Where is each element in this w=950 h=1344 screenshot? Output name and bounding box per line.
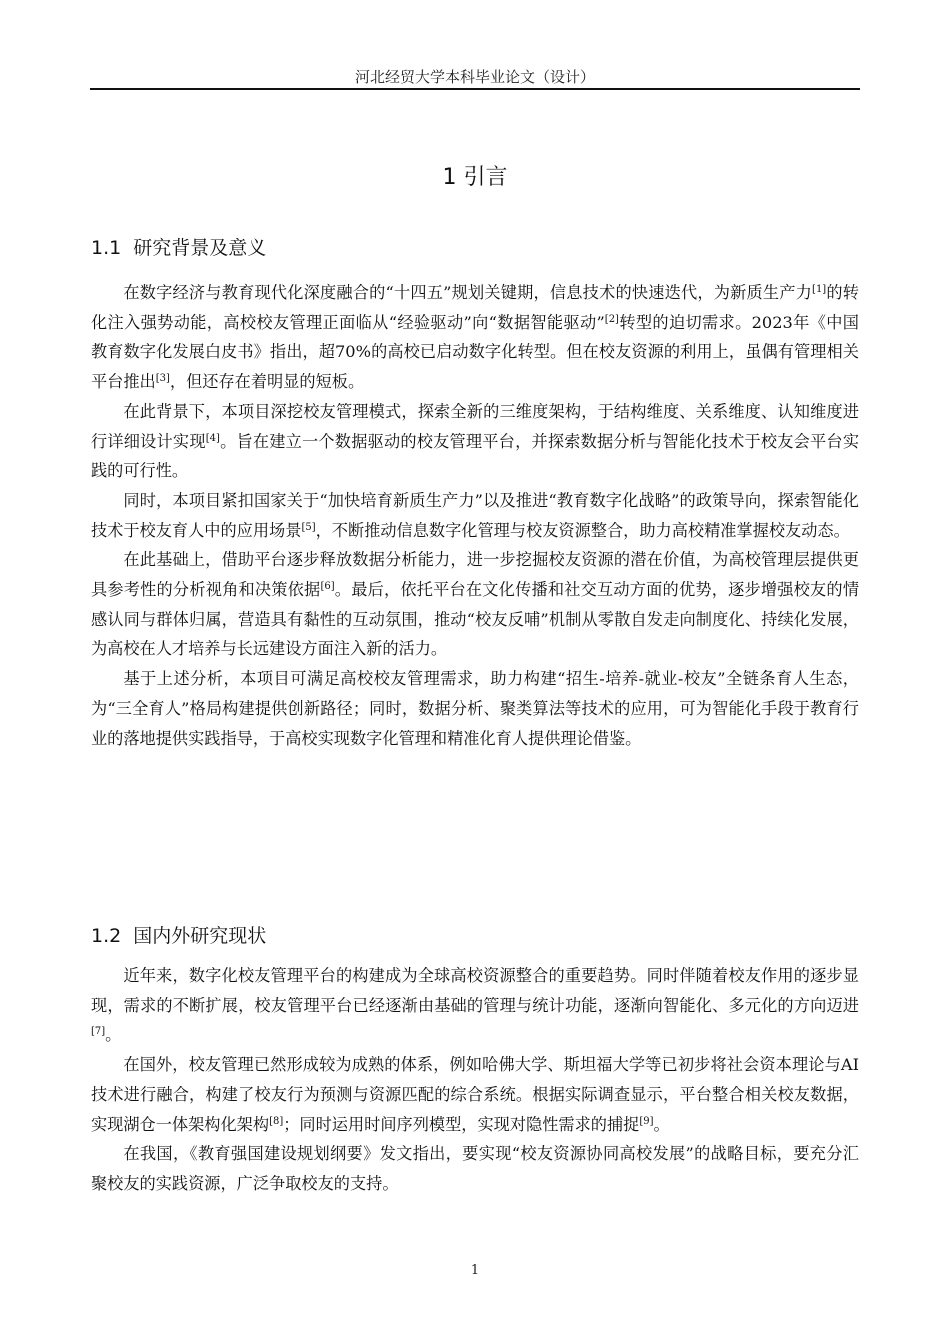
citation-ref: [1] — [812, 284, 827, 295]
header-divider — [90, 88, 860, 90]
section-body — [91, 961, 859, 1199]
paragraph: 在我国，《教育强国建设规划纲要》发文指出，要实现“校友资源协同高校发展”的战略目标，要充分汇聚校友的实践资源，广泛争取校友的支持。 — [91, 1144, 859, 1193]
citation-ref: [2] — [604, 313, 619, 325]
chapter-title: 1 引言 — [442, 165, 508, 190]
section-title-text: 研究背景及意义 — [133, 237, 267, 259]
section-number: 1.1 — [91, 237, 122, 259]
paragraph: 在此基础上，借助平台逐步释放数据分析能力，进一步挖掘校友资源的潜在价值，为高校管理层提供更具参考性的分析视角和决策依据[6]。最后，依托平台在文化传播和社交互动方面的优势，逐步增强校友的情感认同与群体归属，营造具有黏性的互动氛围，推动“校友反哺”机制从零散自发走向制度化、持续化发展，为高校在人才培养与长远建设方面注入新的活力。 — [91, 550, 860, 659]
citation-ref: [4] — [205, 432, 220, 444]
section-heading-1-2 — [91, 921, 266, 951]
citation-ref: [8] — [269, 1115, 284, 1127]
paragraph: 在此背景下，本项目深挖校友管理模式，探索全新的三维度架构，于结构维度、关系维度、认知维度进行详细设计实现[4]。旨在建立一个数据驱动的校友管理平台，并探索数据分析与智能化技术于校友会平台实践的可行性。 — [91, 401, 860, 481]
running-header: 河北经贸大学本科毕业论文（设计） — [354, 68, 595, 86]
page-number: 1 — [470, 1263, 480, 1278]
paragraph: 在数字经济与教育现代化深度融合的“十四五”规划关键期，信息技术的快速迭代，为新质生产力[1]的转化注入强势动能，高校校友管理正面临从“经验驱动”向“数据智能驱动”[2]转型的迫切需求。2023年《中国教育数字化发展白皮书》指出，超70%的高校已启动数字化转型。但在校友资源的利用上，虽偶有管理相关平台推出[3]，但还存在着明显的短板。 — [91, 283, 859, 392]
paragraph: 同时，本项目紧扣国家关于“加快培育新质生产力”以及推进“教育数字化战略”的政策导向，探索智能化技术于校友育人中的应用场景[5]，不断推动信息数字化管理与校友资源整合，助力高校精准掌握校友动态。 — [91, 490, 859, 540]
section-number: 1.2 — [91, 925, 122, 947]
paragraph: 基于上述分析，本项目可满足高校校友管理需求，助力构建“招生-培养-就业-校友”全链条育人生态，为“三全育人”格局构建提供创新路径；同时，数据分析、聚类算法等技术的应用，可为智能化手段于教育行业的落地提供实践指导，于高校实现数字化管理和精准化育人提供理论借鉴。 — [91, 669, 859, 748]
section-body — [91, 278, 859, 753]
citation-ref: [5] — [301, 521, 316, 533]
paragraph: 在国外，校友管理已然形成较为成熟的体系，例如哈佛大学、斯坦福大学等已初步将社会资本理论与AI技术进行融合，构建了校友行为预测与资源匹配的综合系统。根据实际调查显示，平台整合相关校友数据，实现湖仓一体架构化架构[8]；同时运用时间序列模型，实现对隐性需求的捕捉[9]。 — [91, 1055, 859, 1134]
paragraph: 近年来，数字化校友管理平台的构建成为全球高校资源整合的重要趋势。同时伴随着校友作用的逐步显现，需求的不断扩展，校友管理平台已经逐渐由基础的管理与统计功能，逐渐向智能化、多元化的方向迈进[7]。 — [91, 966, 859, 1045]
citation-ref: [6] — [320, 581, 335, 593]
section-heading-1-1 — [91, 233, 266, 263]
citation-ref: [3] — [155, 373, 170, 385]
citation-ref: [7] — [91, 1026, 106, 1038]
section-title-text: 国内外研究现状 — [133, 925, 267, 947]
citation-ref: [9] — [639, 1115, 654, 1127]
